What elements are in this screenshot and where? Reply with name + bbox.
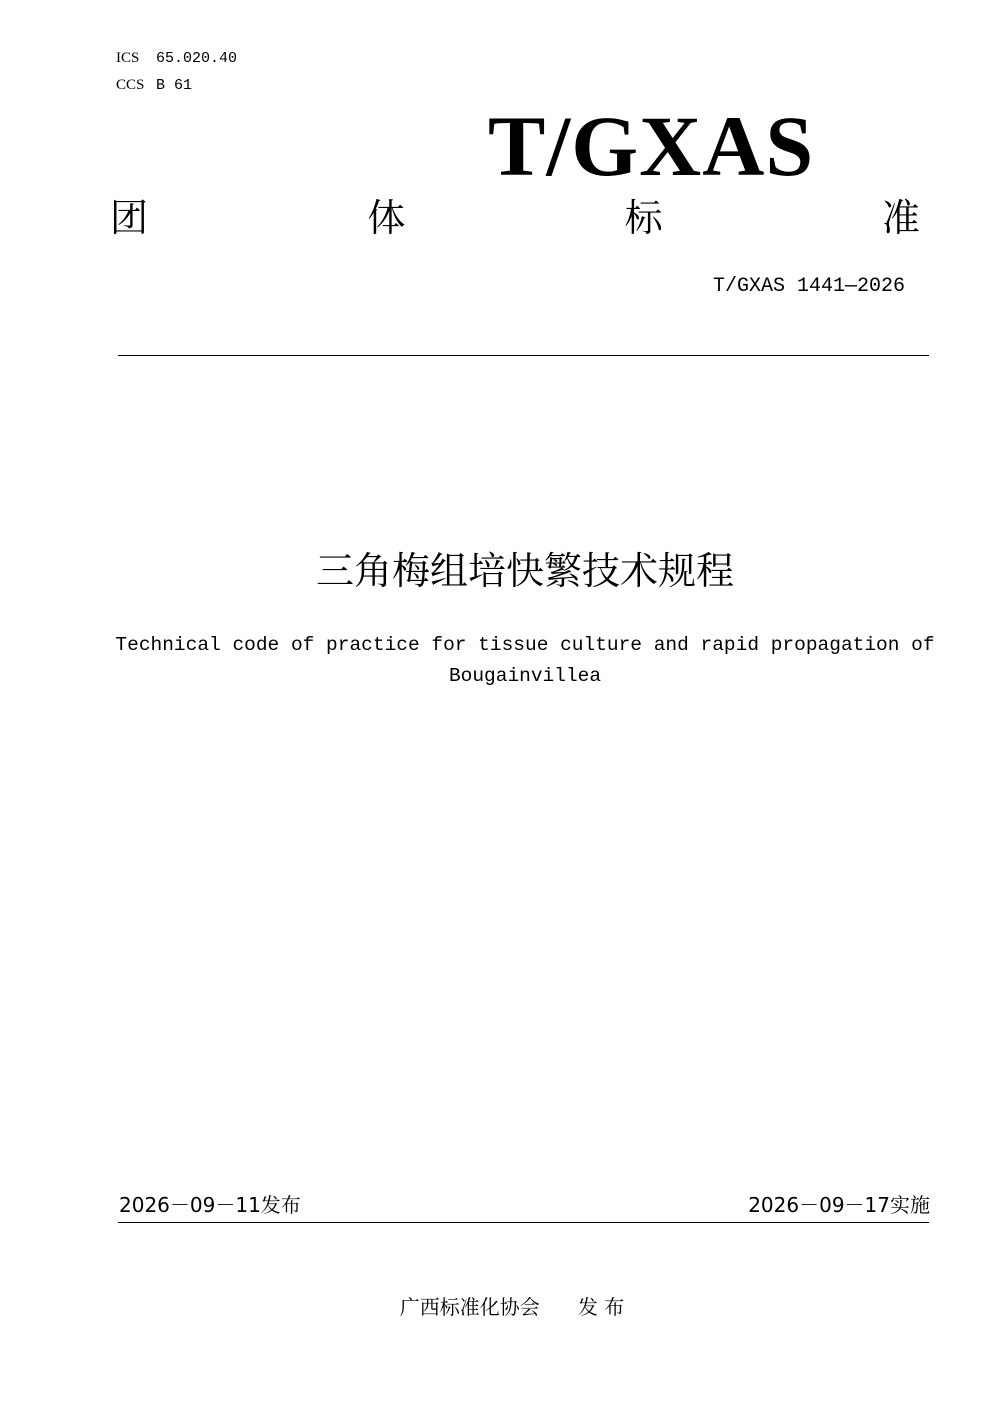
ccs-label: CCS [116,77,145,93]
standard-type-heading [110,194,920,242]
document-title-english: Technical code of practice for tissue culture and rapid propagation of Bougainvillea [115,634,935,687]
footer-divider [118,1222,929,1223]
ccs-code: B 61 [156,77,193,94]
standard-type-char: 团 [110,196,149,240]
publisher-line [0,1293,1000,1321]
ics-code: 65.020.40 [156,50,238,67]
ics-classification [116,49,237,68]
standard-type-char: 准 [881,196,920,240]
issue-date: 2026－09－11发布 [119,1193,301,1217]
implementation-date: 2026－09－17实施 [748,1193,930,1217]
document-title-chinese: 三角梅组培快繁技术规程 [315,549,734,593]
publisher-name: 广西标准化协会 [399,1295,540,1319]
ccs-classification [116,76,192,95]
standard-number: T/GXAS 1441—2026 [712,275,905,298]
standard-type-char: 体 [367,196,406,240]
standard-logo: T/GXAS [488,98,815,194]
ics-label: ICS [116,50,140,66]
standard-type-char: 标 [624,196,663,240]
publish-action: 发 布 [577,1295,625,1319]
header-divider [118,355,929,356]
